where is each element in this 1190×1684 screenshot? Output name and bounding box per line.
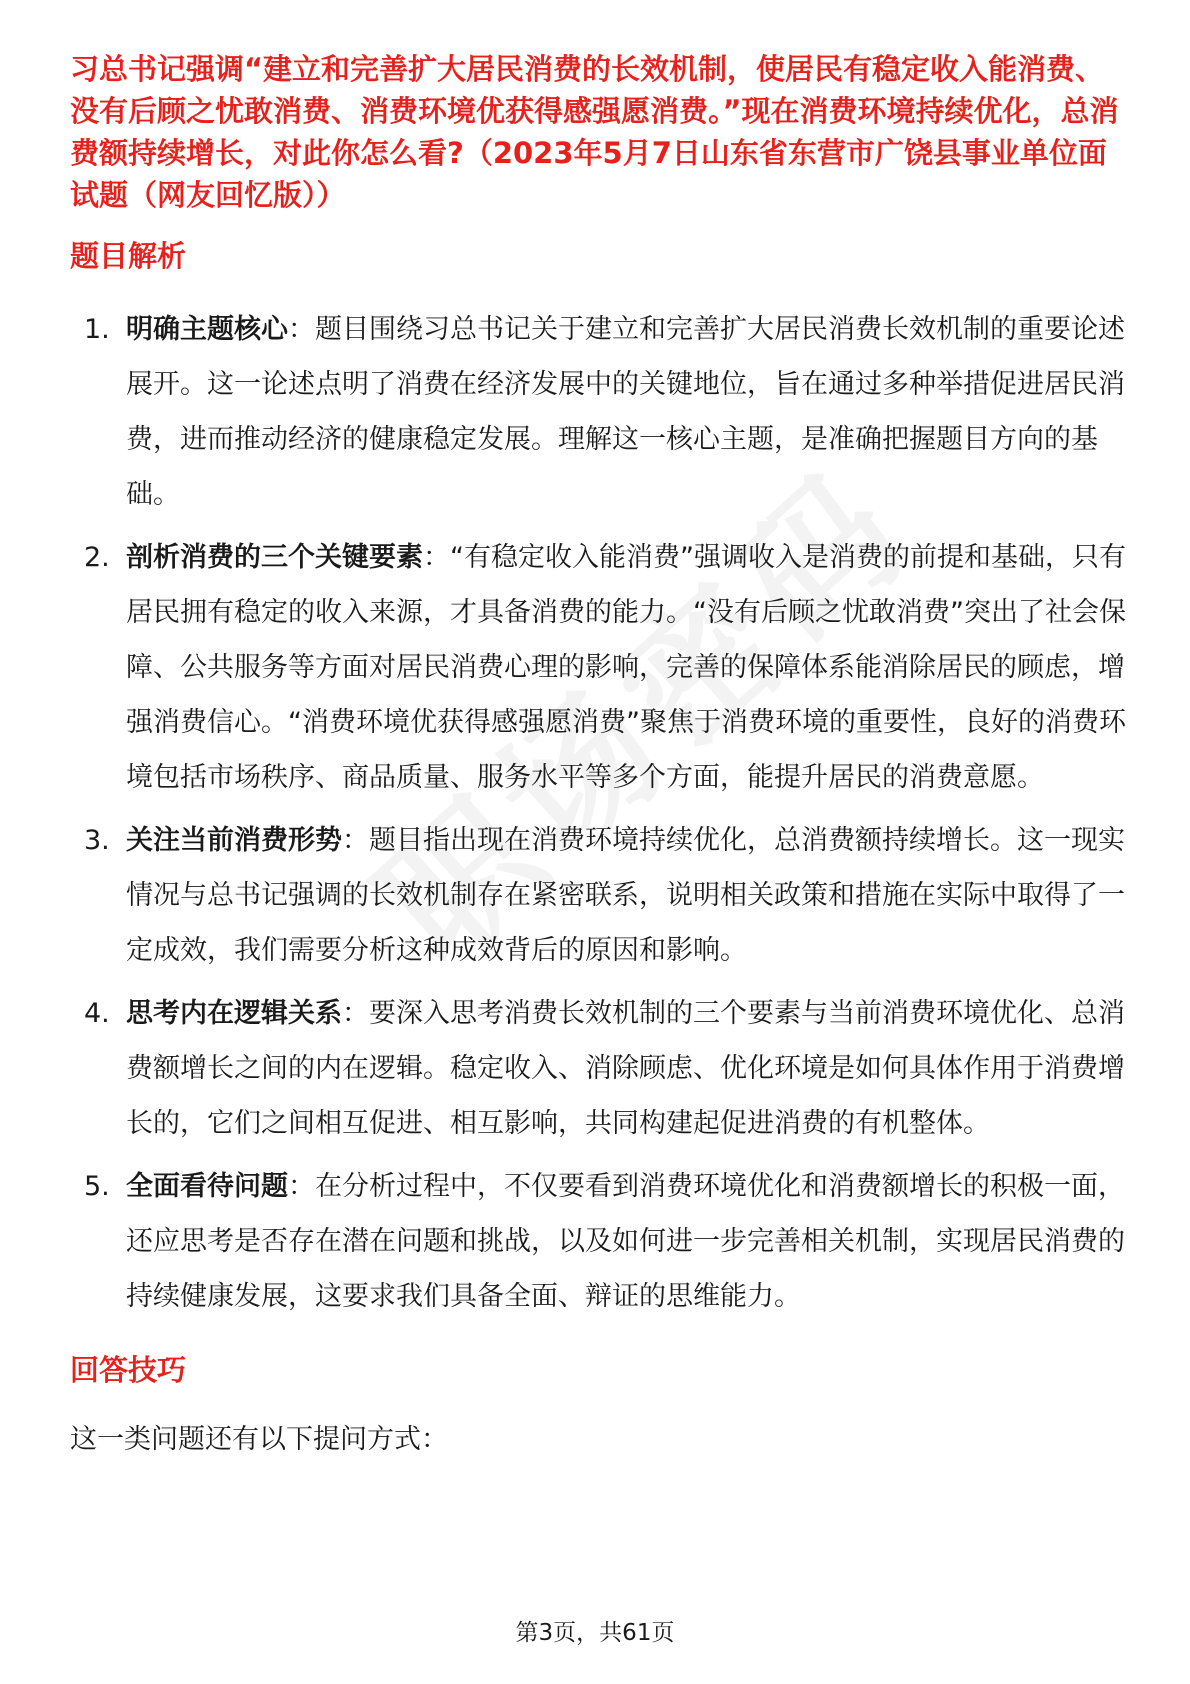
list-item — [70, 530, 1130, 805]
tips-intro: 这一类问题还有以下提问方式： — [70, 1424, 448, 1455]
tips-heading: 回答技巧 — [70, 1353, 187, 1387]
list-item — [70, 302, 1130, 522]
list-item-title: 思考内在逻辑关系 — [126, 998, 342, 1029]
list-item — [70, 986, 1130, 1151]
list-item-body: ：要深入思考消费长效机制的三个要素与当前消费环境优化、总消费额增长之间的内在逻辑。稳定收入、消除顾虑、优化环境是如何具体作用于消费增长的，它们之间相互促进、相互影响，共同构建起促进消费的有机整体。 — [126, 998, 1125, 1139]
list-item-body: ：“有稳定收入能消费”强调收入是消费的前提和基础，只有居民拥有稳定的收入来源，才具备消费的能力。“没有后顾之忧敢消费”突出了社会保障、公共服务等方面对居民消费心理的影响，完善的保障体系能消除居民的顾虑，增强消费信心。“消费环境优获得感强愿消费”聚焦于消费环境的重要性，良好的消费环境包括市场秩序、商品质量、服务水平等多个方面，能提升居民的消费意愿。 — [126, 542, 1126, 793]
list-number: 2. — [84, 542, 110, 573]
list-number: 4. — [84, 998, 110, 1029]
analysis-heading: 题目解析 — [70, 239, 187, 273]
list-item-title: 明确主题核心 — [126, 314, 288, 345]
list-item — [70, 1159, 1130, 1324]
list-item-title: 关注当前消费形势 — [126, 825, 342, 856]
list-item-title: 全面看待问题 — [126, 1171, 288, 1202]
question-text: 习总书记强调“建立和完善扩大居民消费的长效机制，使居民有稳定收入能消费、没有后顾之忧敢消费、消费环境优获得感强愿消费。”现在消费环境持续优化，总消费额持续增长，对此你怎么看?（2023年5月7日山东省东营市广饶县事业单位面试题（网友回忆版）） — [70, 52, 1119, 212]
list-item-text — [126, 302, 1130, 522]
list-item-body: ：题目围绕习总书记关于建立和完善扩大居民消费长效机制的重要论述展开。这一论述点明了消费在经济发展中的关键地位，旨在通过多种举措促进居民消费，进而推动经济的健康稳定发展。理解这一核心主题，是准确把握题目方向的基础。 — [126, 314, 1125, 510]
list-number: 1. — [84, 314, 110, 345]
list-item-text — [126, 530, 1130, 805]
list-item-body: ：在分析过程中，不仅要看到消费环境优化和消费额增长的积极一面，还应思考是否存在潜在问题和挑战，以及如何进一步完善相关机制，实现居民消费的持续健康发展，这要求我们具备全面、辩证的思维能力。 — [126, 1171, 1125, 1312]
analysis-list — [70, 302, 1130, 1324]
list-item-title: 剖析消费的三个关键要素 — [126, 542, 423, 573]
list-item-text — [126, 813, 1130, 978]
document-page — [70, 48, 1130, 1467]
page-number: 第3页，共61页 — [515, 1620, 675, 1646]
list-item-text — [126, 986, 1130, 1151]
list-item-body: ：题目指出现在消费环境持续优化，总消费额持续增长。这一现实情况与总书记强调的长效机制存在紧密联系，说明相关政策和措施在实际中取得了一定成效，我们需要分析这种成效背后的原因和影响。 — [126, 825, 1125, 966]
list-number: 3. — [84, 825, 110, 856]
list-item-text — [126, 1159, 1130, 1324]
list-item — [70, 813, 1130, 978]
list-number: 5. — [84, 1171, 110, 1202]
